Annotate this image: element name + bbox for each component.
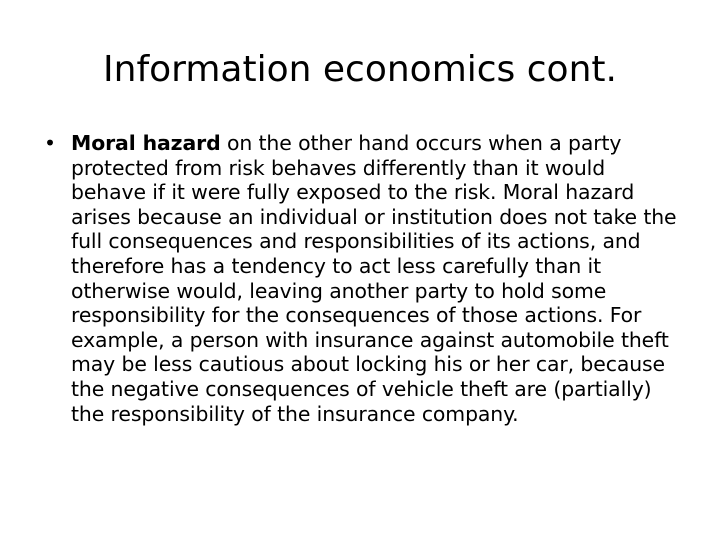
bullet-marker: •	[44, 131, 56, 155]
bullet-list	[44, 131, 684, 426]
bullet-text: on the other hand occurs when a party protected from risk behaves differently than it would behave if it were fully exposed to the risk. Moral hazard arises because an individual or institution does not take the full consequences and responsibilities of its actions, and therefore has a tendency to act less carefully than it otherwise would, leaving another party to hold some responsibility for the consequences of those actions. For example, a person with insurance against automobile theft may be less cautious about locking his or her car, because the negative consequences of vehicle theft are (partially) the responsibility of the insurance company.	[71, 131, 677, 426]
bullet-item	[44, 131, 684, 426]
slide-title: Information economics cont.	[103, 49, 617, 90]
bullet-term: Moral hazard	[71, 131, 221, 155]
